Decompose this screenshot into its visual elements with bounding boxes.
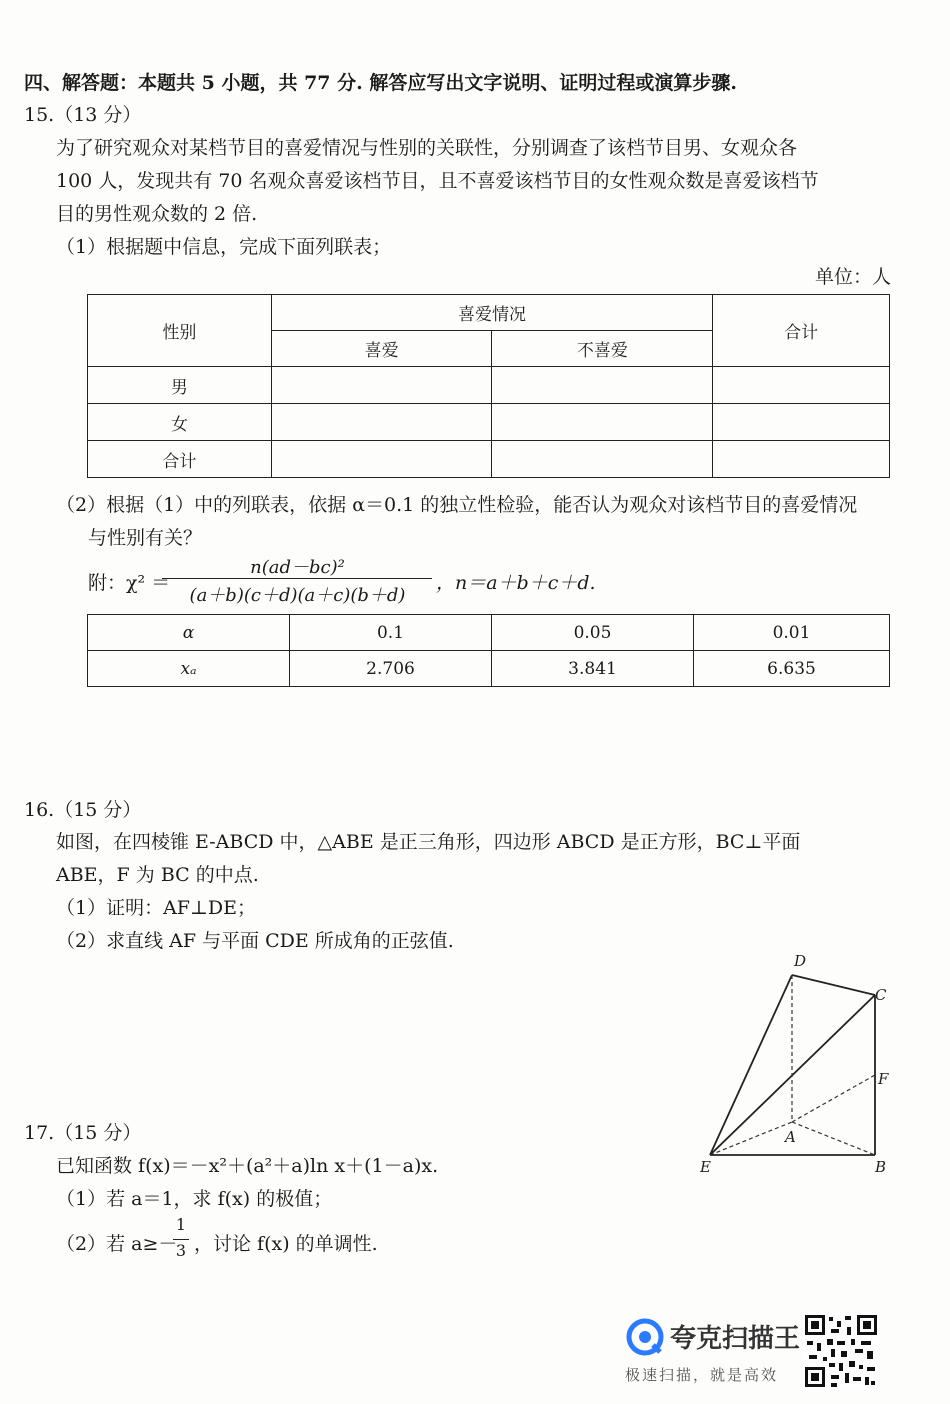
q15-stem-line1: 为了研究观众对某档节目的喜爱情况与性别的关联性，分别调查了该档节目男、女观众各	[56, 137, 798, 159]
critical-value: 3.841	[492, 651, 694, 687]
qr-code-icon	[803, 1313, 879, 1389]
table-cell	[492, 404, 713, 441]
q17-stem: 已知函数 f(x)＝－x²＋(a²＋a)ln x＋(1－a)x.	[56, 1155, 439, 1177]
alpha-value: 0.05	[492, 615, 694, 651]
header-gender: 性别	[88, 295, 272, 367]
critical-header: xₐ	[88, 651, 290, 687]
critical-value: 2.706	[290, 651, 492, 687]
q15-stem-line3: 目的男性观众数的 2 倍.	[56, 203, 258, 225]
q17-part2-pre: （2）若 a≥－	[56, 1233, 178, 1255]
formula-denominator: (a＋b)(c＋d)(a＋c)(b＋d)	[189, 585, 406, 606]
header-like: 喜爱	[271, 331, 492, 367]
q17-part1: （1）若 a＝1，求 f(x) 的极值；	[56, 1188, 333, 1210]
alpha-value: 0.1	[290, 615, 492, 651]
q16-part1: （1）证明：AF⊥DE；	[56, 897, 256, 919]
q17-part2-post: ，讨论 f(x) 的单调性.	[194, 1233, 378, 1255]
label-B: B	[875, 1158, 887, 1176]
q16-part2: （2）求直线 AF 与平面 CDE 所成角的正弦值.	[56, 930, 454, 952]
quark-logo-icon	[625, 1317, 665, 1357]
alpha-header: α	[88, 615, 290, 651]
label-F: F	[878, 1070, 889, 1088]
header-preference: 喜爱情况	[271, 295, 712, 331]
formula-prefix: 附：χ² ＝	[88, 572, 171, 594]
q17-frac-bar	[173, 1239, 189, 1240]
edge-DC	[792, 975, 875, 995]
table-cell	[713, 404, 890, 441]
q15-stem-line2: 100 人，发现共有 70 名观众喜爱该档节目，且不喜爱该档节目的女性观众数是喜爱该档节	[56, 170, 819, 192]
label-C: C	[875, 986, 887, 1004]
section-title: 四、解答题：本题共 5 小题，共 77 分. 解答应写出文字说明、证明过程或演算步骤.	[24, 72, 737, 94]
q17-frac-num: 1	[175, 1215, 187, 1234]
header-total: 合计	[713, 295, 890, 367]
q17-number: 17.（15 分）	[24, 1122, 142, 1144]
q17-frac-den: 3	[175, 1241, 187, 1260]
q16-number: 16.（15 分）	[24, 799, 142, 821]
edge-AB	[792, 1122, 875, 1155]
watermark-brand: 夸克扫描王	[670, 1324, 801, 1354]
contingency-table	[87, 294, 890, 478]
table-cell	[271, 404, 492, 441]
row-label-total: 合计	[88, 441, 272, 478]
label-D: D	[794, 952, 807, 970]
label-A: A	[785, 1128, 796, 1146]
row-label-female: 女	[88, 404, 272, 441]
critical-value: 6.635	[694, 651, 890, 687]
segment-AF	[792, 1075, 875, 1122]
q16-stem-line1: 如图，在四棱锥 E-ABCD 中，△ABE 是正三角形，四边形 ABCD 是正方形，BC⊥平面	[56, 831, 801, 853]
header-dislike: 不喜爱	[492, 331, 713, 367]
q15-number: 15.（13 分）	[24, 104, 142, 126]
watermark-slogan: 极速扫描，就是高效	[625, 1366, 779, 1384]
q15-part2-line2: 与性别有关？	[88, 527, 203, 549]
fraction-bar	[162, 578, 432, 579]
q16-stem-line2: ABE，F 为 BC 的中点.	[56, 864, 259, 886]
edge-ED	[710, 975, 792, 1155]
table-cell	[271, 441, 492, 478]
critical-value-table	[87, 614, 890, 687]
q15-unit: 单位：人	[815, 266, 892, 288]
table-cell	[713, 441, 890, 478]
pyramid-figure	[690, 950, 910, 1190]
alpha-value: 0.01	[694, 615, 890, 651]
q15-part1: （1）根据题中信息，完成下面列联表；	[56, 236, 392, 258]
table-cell	[492, 441, 713, 478]
table-cell	[492, 367, 713, 404]
formula-suffix: ，n＝a＋b＋c＋d.	[436, 572, 596, 594]
table-cell	[271, 367, 492, 404]
table-cell	[713, 367, 890, 404]
row-label-male: 男	[88, 367, 272, 404]
label-E: E	[700, 1158, 711, 1176]
q15-part2-line1: （2）根据（1）中的列联表，依据 α＝0.1 的独立性检验，能否认为观众对该档节目的喜爱情况	[56, 494, 858, 516]
formula-numerator: n(ad－bc)²	[250, 557, 345, 578]
